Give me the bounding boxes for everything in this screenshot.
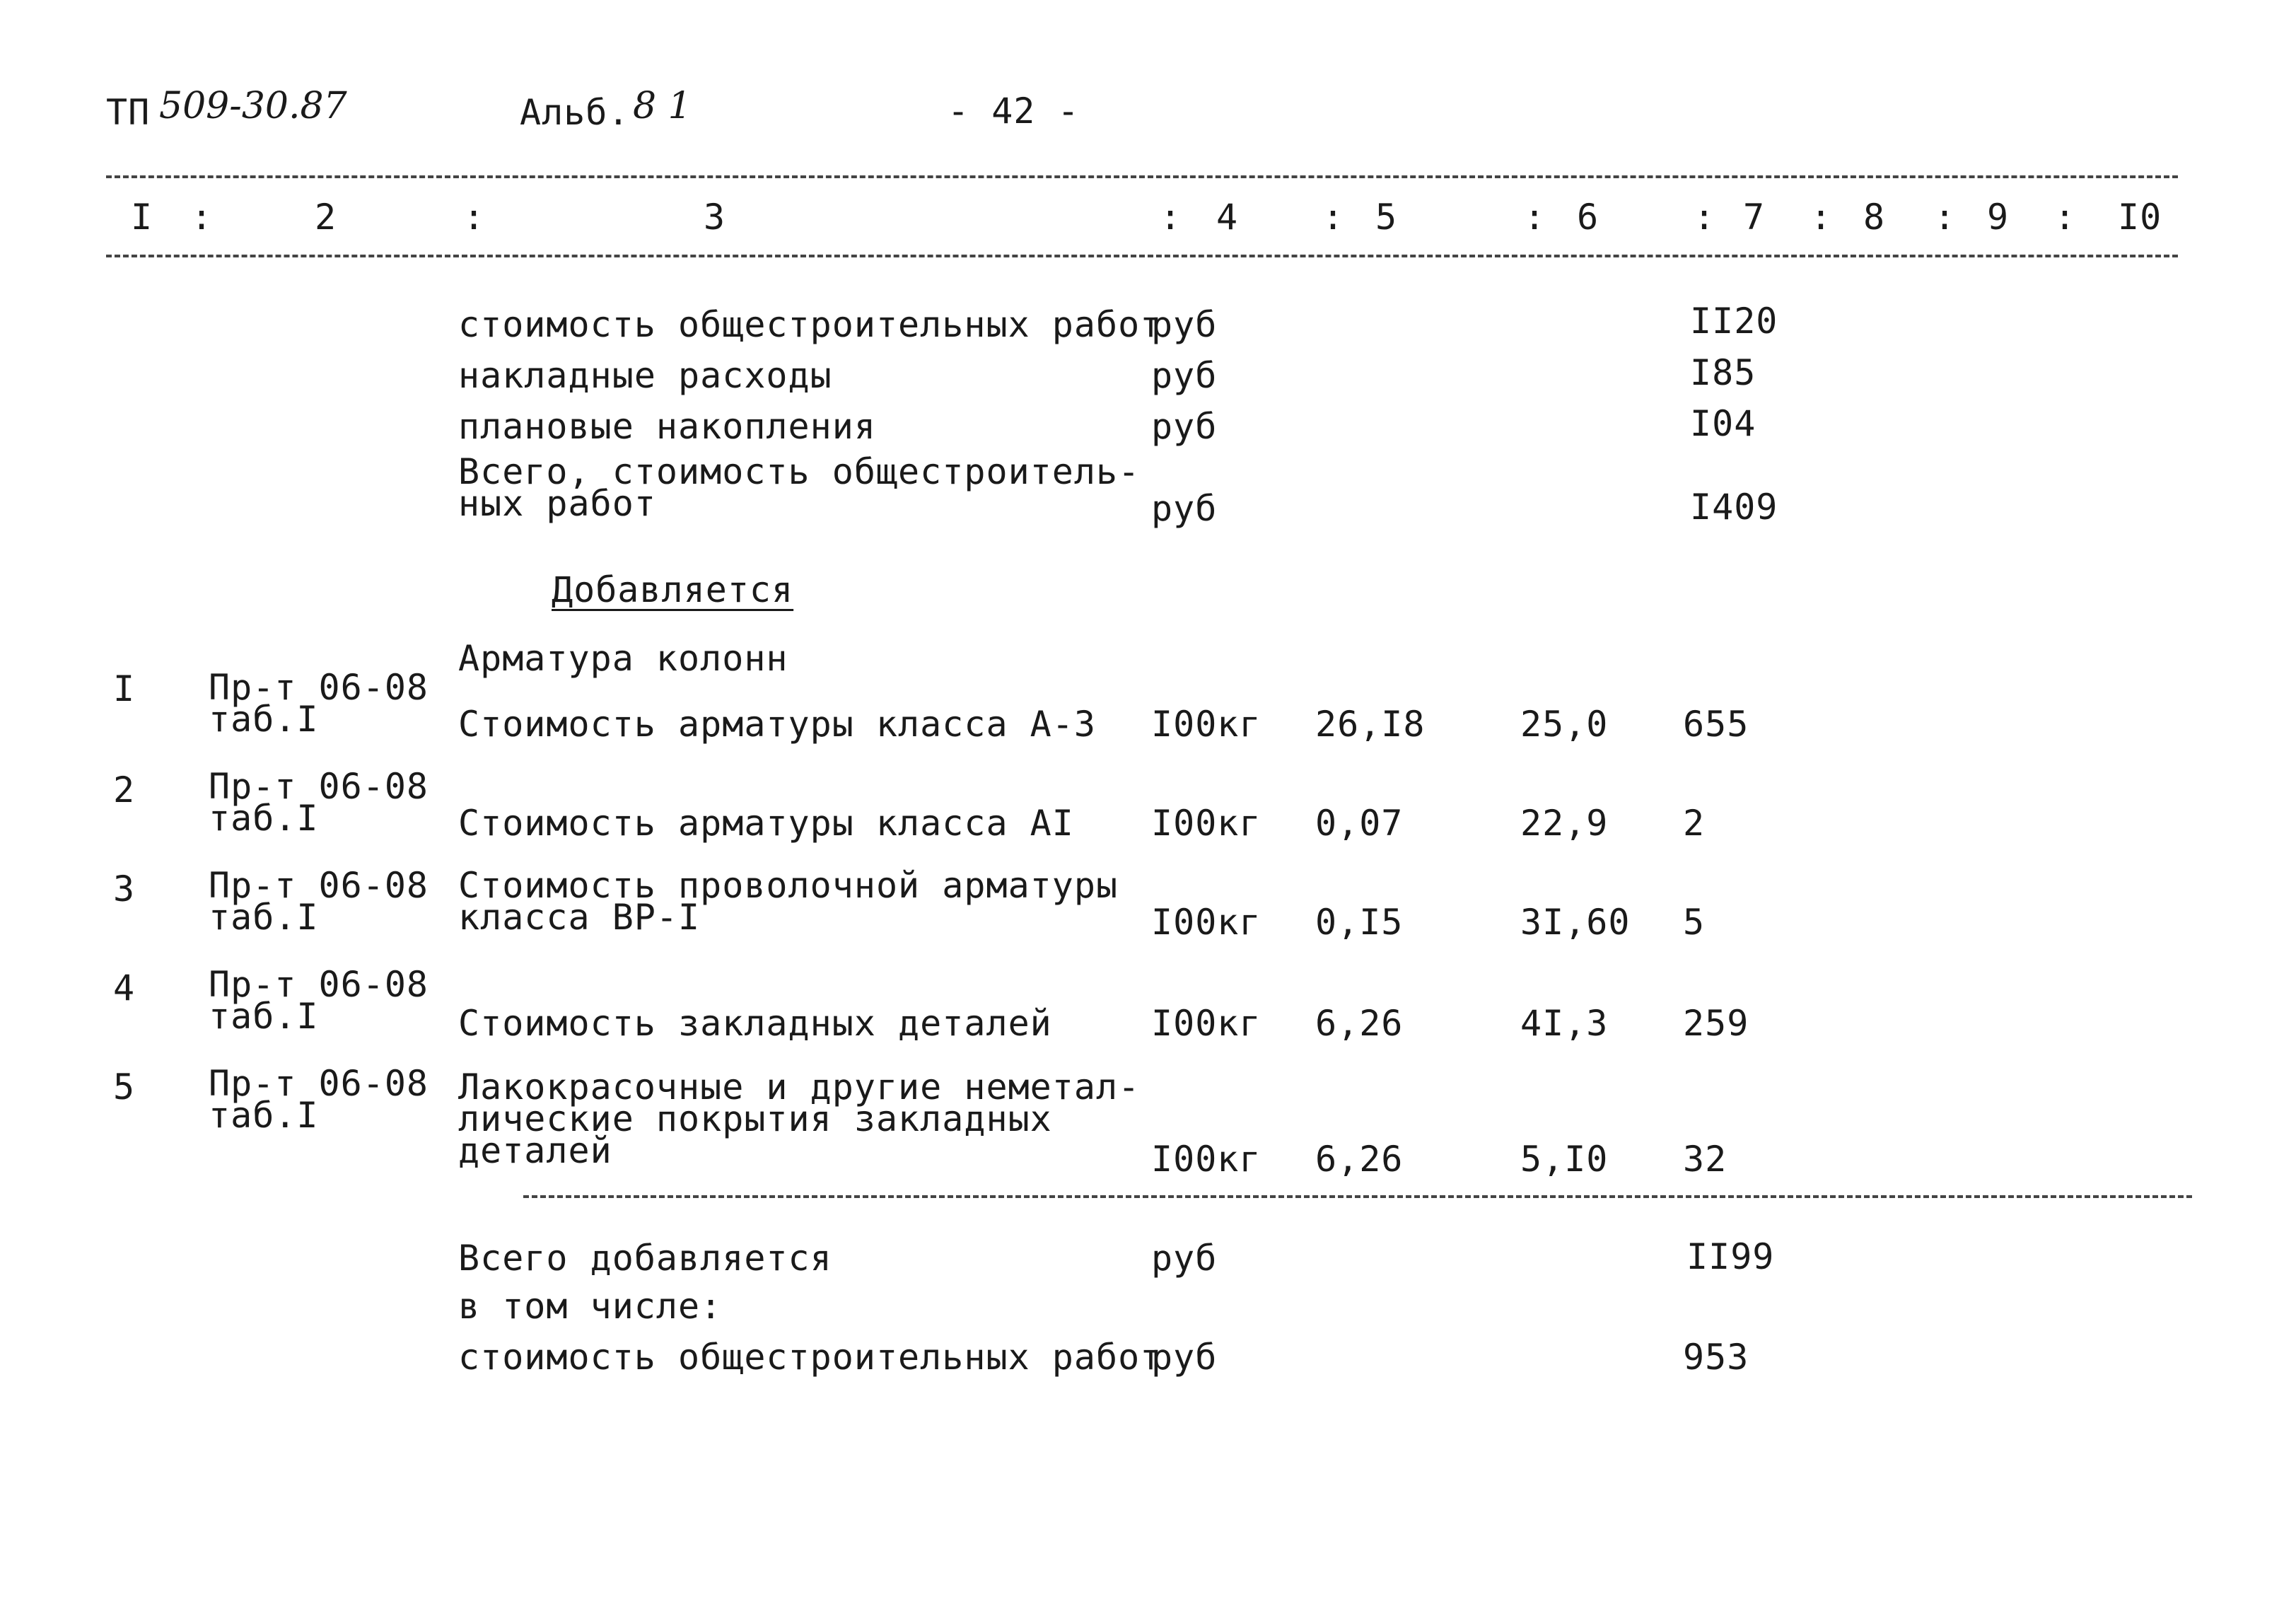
row-name: Стоимость арматуры класса АI bbox=[458, 803, 1074, 844]
col-sep: : bbox=[1524, 197, 1546, 238]
row-reference-table: таб.I bbox=[209, 798, 319, 839]
row-number: I bbox=[113, 668, 136, 709]
col-sep: : bbox=[1810, 197, 1833, 238]
row-number: 2 bbox=[113, 769, 136, 810]
row-number: 3 bbox=[113, 868, 136, 909]
col-header-3: 3 bbox=[704, 197, 726, 238]
row-reference: Пр-т 06-08 bbox=[209, 667, 429, 708]
row-total: 32 bbox=[1683, 1139, 1727, 1180]
general-works-label: стоимость общестроительных работ bbox=[458, 1337, 1162, 1378]
row-unit-price: 4I,3 bbox=[1520, 1003, 1609, 1044]
section-heading: Добавляется bbox=[552, 569, 794, 610]
row-name: накладные расходы bbox=[458, 355, 832, 396]
col-sep: : bbox=[2054, 197, 2077, 238]
header-top-rule bbox=[106, 175, 2178, 178]
col-sep: : bbox=[463, 197, 486, 238]
row-name: стоимость общестроительных работ bbox=[458, 304, 1162, 345]
row-name-line: Всего, стоимость общестроитель- bbox=[458, 451, 1141, 492]
col-sep: : bbox=[1934, 197, 1957, 238]
col-header-7: 7 bbox=[1743, 197, 1766, 238]
row-unit-price: 25,0 bbox=[1520, 704, 1609, 745]
album-prefix: Альб. bbox=[520, 92, 630, 133]
row-unit-price: 5,I0 bbox=[1520, 1139, 1609, 1180]
col-sep: : bbox=[1322, 197, 1345, 238]
row-unit-price: 3I,60 bbox=[1520, 902, 1631, 943]
general-works-value: 953 bbox=[1683, 1337, 1749, 1378]
row-total: 2 bbox=[1683, 803, 1706, 844]
row-unit: руб bbox=[1151, 355, 1218, 396]
col-sep: : bbox=[191, 197, 214, 238]
col-header-6: 6 bbox=[1577, 197, 1599, 238]
row-total: I85 bbox=[1690, 352, 1756, 393]
summary-divider bbox=[523, 1195, 2192, 1198]
general-works-unit: руб bbox=[1151, 1337, 1218, 1378]
row-name: Стоимость закладных деталей bbox=[458, 1003, 1052, 1044]
total-added-value: II99 bbox=[1686, 1236, 1775, 1277]
col-header-1: I bbox=[131, 197, 153, 238]
row-name-line: ных работ bbox=[458, 483, 656, 524]
row-unit: I00кг bbox=[1151, 803, 1261, 844]
row-total: 655 bbox=[1683, 704, 1749, 745]
group-heading: Арматура колонн bbox=[458, 638, 788, 679]
row-quantity: 6,26 bbox=[1315, 1139, 1404, 1180]
header-bottom-rule bbox=[106, 255, 2178, 257]
row-number: 5 bbox=[113, 1067, 136, 1108]
total-added-unit: руб bbox=[1151, 1238, 1218, 1279]
row-unit: I00кг bbox=[1151, 704, 1261, 745]
doc-code-handwritten: 509-30.87 bbox=[159, 85, 347, 127]
row-name-line: деталей bbox=[458, 1130, 612, 1171]
including-label: в том числе: bbox=[458, 1286, 723, 1327]
row-reference: Пр-т 06-08 bbox=[209, 964, 429, 1005]
row-unit: руб bbox=[1151, 304, 1218, 345]
col-header-9: 9 bbox=[1987, 197, 2010, 238]
row-name: плановые накопления bbox=[458, 406, 876, 447]
col-header-2: 2 bbox=[315, 197, 337, 238]
row-unit-price: 22,9 bbox=[1520, 803, 1609, 844]
row-reference: Пр-т 06-08 bbox=[209, 1063, 429, 1104]
row-quantity: 0,I5 bbox=[1315, 902, 1404, 943]
row-reference-table: таб.I bbox=[209, 996, 319, 1037]
row-name-line: Лакокрасочные и другие неметал- bbox=[458, 1067, 1141, 1108]
row-name-line: лические покрытия закладных bbox=[458, 1098, 1052, 1139]
album-number-handwritten: 8 1 bbox=[633, 85, 692, 127]
row-total: I409 bbox=[1690, 487, 1778, 528]
row-reference: Пр-т 06-08 bbox=[209, 865, 429, 906]
col-header-5: 5 bbox=[1375, 197, 1398, 238]
row-quantity: 6,26 bbox=[1315, 1003, 1404, 1044]
col-header-10: I0 bbox=[2118, 197, 2162, 238]
row-name: Стоимость арматуры класса А-3 bbox=[458, 704, 1096, 745]
row-total: I04 bbox=[1690, 403, 1756, 444]
row-number: 4 bbox=[113, 967, 136, 1009]
col-header-8: 8 bbox=[1863, 197, 1886, 238]
row-total: 259 bbox=[1683, 1003, 1749, 1044]
row-unit: I00кг bbox=[1151, 1139, 1261, 1180]
row-reference-table: таб.I bbox=[209, 897, 319, 938]
row-reference-table: таб.I bbox=[209, 699, 319, 740]
col-header-4: 4 bbox=[1216, 197, 1239, 238]
row-unit: руб bbox=[1151, 406, 1218, 447]
row-reference-table: таб.I bbox=[209, 1095, 319, 1136]
row-unit: руб bbox=[1151, 488, 1218, 529]
col-sep: : bbox=[1694, 197, 1716, 238]
row-unit: I00кг bbox=[1151, 902, 1261, 943]
row-reference: Пр-т 06-08 bbox=[209, 766, 429, 807]
col-sep: : bbox=[1160, 197, 1182, 238]
row-total: 5 bbox=[1683, 902, 1706, 943]
page-number: - 42 - bbox=[948, 91, 1080, 132]
row-unit: I00кг bbox=[1151, 1003, 1261, 1044]
total-added-label: Всего добавляется bbox=[458, 1238, 832, 1279]
row-name-line: Стоимость проволочной арматуры bbox=[458, 865, 1119, 906]
row-total: II20 bbox=[1690, 301, 1778, 342]
row-name-line: класса ВР-I bbox=[458, 897, 701, 938]
row-quantity: 0,07 bbox=[1315, 803, 1404, 844]
doc-code-prefix: ТП bbox=[106, 92, 151, 133]
row-quantity: 26,I8 bbox=[1315, 704, 1426, 745]
